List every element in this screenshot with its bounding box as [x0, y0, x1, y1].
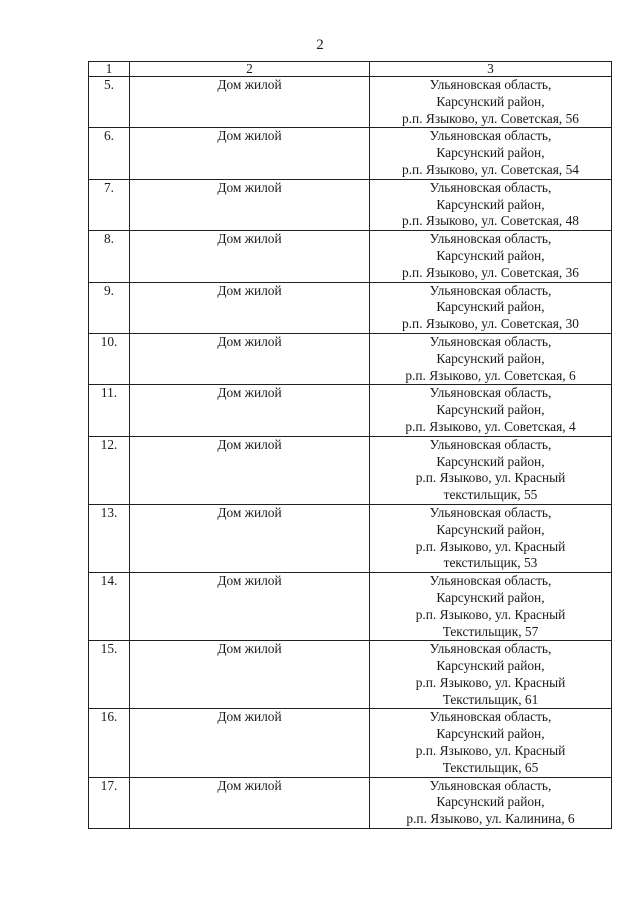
- object-name-cell: Дом жилой: [130, 573, 370, 641]
- header-row: [89, 62, 612, 77]
- table-row: [89, 333, 612, 384]
- table-row: [89, 641, 612, 709]
- address-line: Ульяновская область,: [429, 333, 552, 349]
- property-table: [88, 61, 612, 829]
- address-line: р.п. Языково, ул. Красный: [415, 470, 566, 486]
- table-row: [89, 573, 612, 641]
- object-name-cell: Дом жилой: [130, 504, 370, 572]
- address-line: Карсунский район,: [436, 247, 545, 263]
- row-number-cell: 7.: [89, 179, 130, 230]
- address-cell: [370, 333, 612, 384]
- address-line: Ульяновская область,: [429, 231, 552, 247]
- address-line: Карсунский район,: [436, 93, 545, 109]
- address-line: Ульяновская область,: [429, 282, 552, 298]
- address-line: Карсунский район,: [436, 350, 545, 366]
- address-cell: [370, 179, 612, 230]
- address-line: Карсунский район,: [436, 658, 545, 674]
- address-cell: [370, 231, 612, 282]
- column-header-number: 1: [89, 62, 130, 77]
- row-number-cell: 17.: [89, 777, 130, 828]
- row-number-cell: 13.: [89, 504, 130, 572]
- row-number-cell: 12.: [89, 436, 130, 504]
- row-number-cell: 14.: [89, 573, 130, 641]
- object-name-cell: Дом жилой: [130, 128, 370, 179]
- address-cell: [370, 282, 612, 333]
- row-number-cell: 6.: [89, 128, 130, 179]
- object-name-cell: Дом жилой: [130, 777, 370, 828]
- address-line: Карсунский район,: [436, 196, 545, 212]
- table-body: [89, 77, 612, 829]
- object-name-cell: Дом жилой: [130, 641, 370, 709]
- row-number-cell: 8.: [89, 231, 130, 282]
- address-line: Текстильщик, 61: [442, 691, 539, 707]
- address-line: Ульяновская область,: [429, 77, 552, 92]
- address-line: р.п. Языково, ул. Советская, 56: [401, 110, 579, 126]
- address-line: Ульяновская область,: [429, 504, 552, 520]
- address-line: Текстильщик, 57: [442, 623, 539, 639]
- address-line: р.п. Языково, ул. Советская, 48: [401, 213, 579, 229]
- address-line: Ульяновская область,: [429, 641, 552, 657]
- object-name-cell: Дом жилой: [130, 436, 370, 504]
- address-line: Ульяновская область,: [429, 179, 552, 195]
- object-name-cell: Дом жилой: [130, 385, 370, 436]
- address-cell: [370, 573, 612, 641]
- row-number-cell: 15.: [89, 641, 130, 709]
- address-line: Карсунский район,: [436, 589, 545, 605]
- address-line: Карсунский район,: [436, 145, 545, 161]
- address-line: Текстильщик, 65: [442, 759, 539, 775]
- address-line: р.п. Языково, ул. Советская, 36: [401, 264, 579, 280]
- address-line: Карсунский район,: [436, 521, 545, 537]
- table-row: [89, 777, 612, 828]
- address-cell: [370, 777, 612, 828]
- address-cell: [370, 709, 612, 777]
- column-header-address: 3: [370, 62, 612, 77]
- address-line: текстильщик, 53: [443, 555, 538, 571]
- table-row: [89, 231, 612, 282]
- address-line: р.п. Языково, ул. Красный: [415, 538, 566, 554]
- table-row: [89, 128, 612, 179]
- address-line: Ульяновская область,: [429, 709, 552, 725]
- row-number-cell: 9.: [89, 282, 130, 333]
- address-cell: [370, 436, 612, 504]
- address-line: Карсунский район,: [436, 299, 545, 315]
- table-row: [89, 709, 612, 777]
- address-line: Ульяновская область,: [429, 385, 552, 401]
- address-line: р.п. Языково, ул. Красный: [415, 743, 566, 759]
- address-line: р.п. Языково, ул. Красный: [415, 674, 566, 690]
- address-line: Карсунский район,: [436, 453, 545, 469]
- table-row: [89, 436, 612, 504]
- object-name-cell: Дом жилой: [130, 282, 370, 333]
- address-line: р.п. Языково, ул. Советская, 54: [401, 161, 579, 177]
- address-line: Карсунский район,: [436, 402, 545, 418]
- address-cell: [370, 77, 612, 128]
- object-name-cell: Дом жилой: [130, 333, 370, 384]
- table-header: [89, 62, 612, 77]
- table-row: [89, 504, 612, 572]
- address-cell: [370, 641, 612, 709]
- object-name-cell: Дом жилой: [130, 77, 370, 128]
- address-line: р.п. Языково, ул. Красный: [415, 606, 566, 622]
- address-line: р.п. Языково, ул. Советская, 6: [405, 367, 576, 383]
- address-line: р.п. Языково, ул. Советская, 4: [405, 418, 576, 434]
- address-line: р.п. Языково, ул. Советская, 30: [401, 316, 579, 332]
- address-line: Карсунский район,: [436, 726, 545, 742]
- object-name-cell: Дом жилой: [130, 231, 370, 282]
- row-number-cell: 10.: [89, 333, 130, 384]
- address-line: р.п. Языково, ул. Калинина, 6: [406, 811, 575, 827]
- column-header-object: 2: [130, 62, 370, 77]
- row-number-cell: 16.: [89, 709, 130, 777]
- table-row: [89, 282, 612, 333]
- object-name-cell: Дом жилой: [130, 179, 370, 230]
- address-line: Ульяновская область,: [429, 436, 552, 452]
- address-cell: [370, 128, 612, 179]
- address-line: Ульяновская область,: [429, 128, 552, 144]
- page-number: 2: [316, 37, 324, 53]
- row-number-cell: 11.: [89, 385, 130, 436]
- address-line: Ульяновская область,: [429, 777, 552, 793]
- address-cell: [370, 385, 612, 436]
- row-number-cell: 5.: [89, 77, 130, 128]
- address-line: текстильщик, 55: [443, 487, 538, 503]
- table-row: [89, 77, 612, 128]
- address-line: Ульяновская область,: [429, 573, 552, 589]
- table-row: [89, 385, 612, 436]
- table-row: [89, 179, 612, 230]
- object-name-cell: Дом жилой: [130, 709, 370, 777]
- address-cell: [370, 504, 612, 572]
- address-line: Карсунский район,: [436, 794, 545, 810]
